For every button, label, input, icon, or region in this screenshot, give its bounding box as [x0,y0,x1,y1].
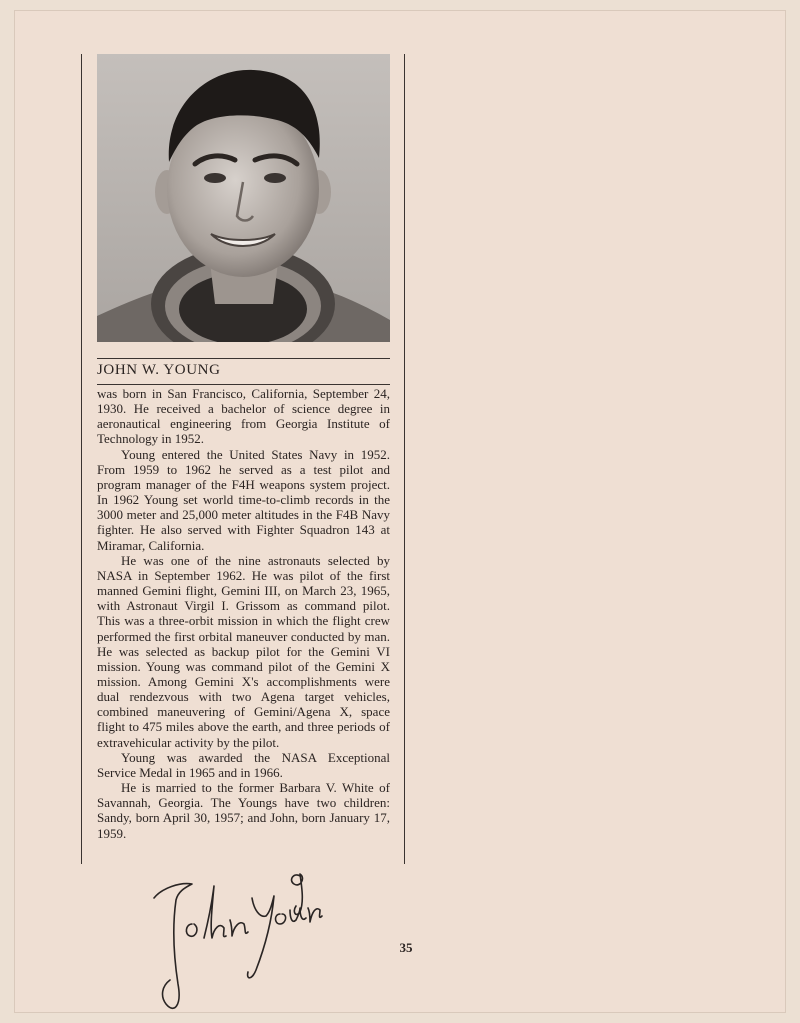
bio-paragraph: Young was awarded the NASA Exceptional Service Medal in 1965 and in 1966. [97,749,390,780]
bio-paragraph: was born in San Francisco, California, September 24, 1930. He received a bachelor of science degree in aeronautical engineering from Georgia Institute of Technology in 1952. [97,386,390,447]
astronaut-name: JOHN W. YOUNG [97,362,221,378]
page-number: 35 [399,940,413,955]
column-rule-right [404,54,405,864]
bio-paragraph: He is married to the former Barbara V. White of Savannah, Georgia. The Youngs have two children: Sandy, born April 30, 1957; and John, born January 17, 1959. [97,780,390,841]
biography-text [97,386,390,841]
bio-paragraph: He was one of the nine astronauts selected by NASA in September 1962. He was pilot of the first manned Gemini flight, Gemini III, on March 23, 1965, with Astronaut Virgil I. Grissom as command pilot. This was a three-orbit mission in which the flight crew performed the first orbital maneuver conducted by man. He was selected as backup pilot for the Gemini VI mission. Young was command pilot of the Gemini X mission. Among Gemini X's accomplishments were dual rendezvous with two Agena target vehicles, combined maneuvering of Gemini/Agena X, space flight to 475 miles above the earth, and three periods of extravehicular activity by the pilot. [97,552,390,750]
caption-rule-bottom [97,384,390,385]
portrait-photo [97,54,390,342]
column-rule-left [81,54,82,864]
handwritten-signature [148,858,328,1018]
caption-rule-top [97,358,390,359]
bio-paragraph: Young entered the United States Navy in 1952. From 1959 to 1962 he served as a test pilot and program manager of the F4H weapons system project. In 1962 Young set world time-to-climb records in the 3000 meter and 25,000 meter altitudes in the F4B Navy fighter. He also served with Fighter Squadron 143 at Miramar, California. [97,446,390,553]
